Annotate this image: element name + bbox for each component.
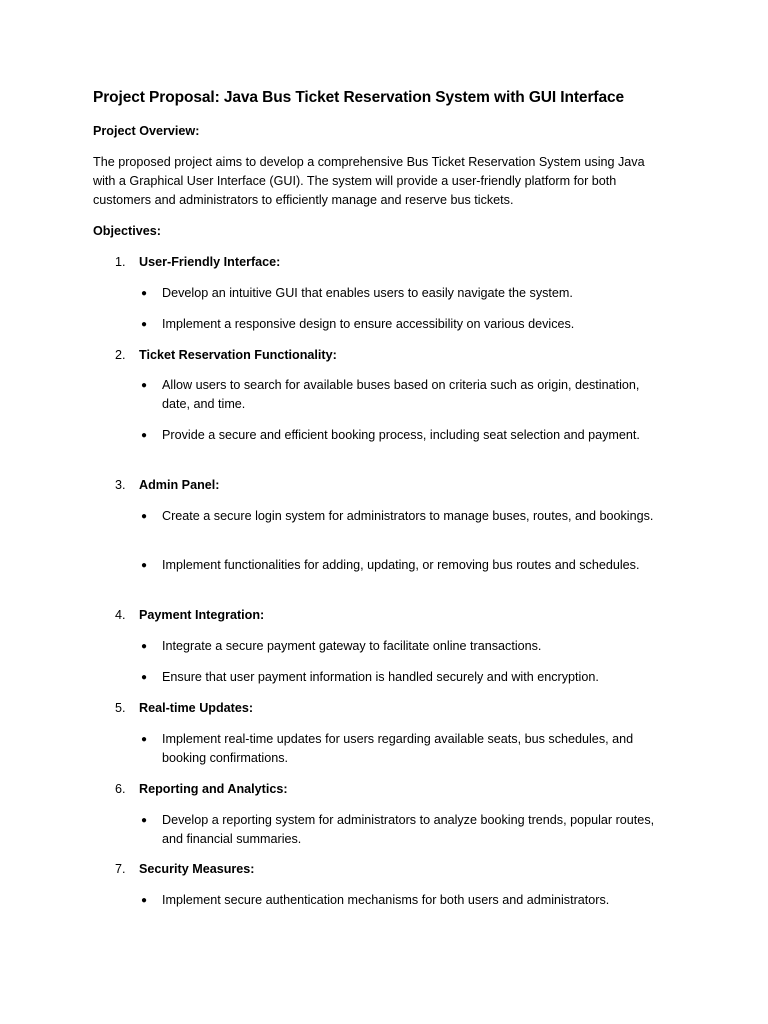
bullet-item	[141, 637, 662, 656]
objectives-heading: Objectives:	[93, 224, 161, 238]
objective-label: Admin Panel:	[139, 478, 220, 492]
bullet-item	[141, 426, 662, 445]
bullet-text: Implement real-time updates for users regarding available seats, bus schedules, and booking confirmations.	[162, 732, 634, 765]
objective-label: Ticket Reservation Functionality:	[139, 348, 337, 362]
objective-label: Real-time Updates:	[139, 701, 254, 715]
bullet-dot-icon: ●	[141, 288, 148, 299]
bullet-text: Ensure that user payment information is handled securely and with encryption.	[162, 670, 599, 684]
bullet-item	[141, 730, 662, 768]
bullet-item	[141, 668, 662, 687]
objective-item-5	[115, 701, 253, 715]
bullet-item	[141, 811, 662, 849]
objective-label: Security Measures:	[139, 862, 255, 876]
objective-item-4	[115, 608, 264, 622]
bullet-text: Develop an intuitive GUI that enables users to easily navigate the system.	[162, 286, 573, 300]
bullet-dot-icon: ●	[141, 430, 148, 441]
bullet-text: Create a secure login system for administrators to manage buses, routes, and bookings.	[162, 509, 654, 523]
bullet-dot-icon: ●	[141, 672, 148, 683]
objective-number: 6.	[115, 782, 126, 796]
bullet-dot-icon: ●	[141, 319, 148, 330]
bullet-dot-icon: ●	[141, 734, 148, 745]
objective-label: Reporting and Analytics:	[139, 782, 288, 796]
document-title: Project Proposal: Java Bus Ticket Reservation System with GUI Interface	[93, 89, 625, 106]
overview-heading: Project Overview:	[93, 124, 200, 138]
objective-label: Payment Integration:	[139, 608, 265, 622]
objective-item-1	[115, 255, 280, 269]
bullet-text: Integrate a secure payment gateway to facilitate online transactions.	[162, 639, 542, 653]
bullet-item	[141, 556, 662, 575]
bullet-dot-icon: ●	[141, 641, 148, 652]
bullet-dot-icon: ●	[141, 380, 148, 391]
bullet-item	[141, 315, 662, 334]
bullet-text: Provide a secure and efficient booking process, including seat selection and payment.	[162, 428, 640, 442]
bullet-dot-icon: ●	[141, 511, 148, 522]
bullet-item	[141, 507, 662, 526]
bullet-text: Develop a reporting system for administrators to analyze booking trends, popular routes, and financial summaries.	[162, 813, 655, 846]
objective-number: 1.	[115, 255, 126, 269]
objective-number: 7.	[115, 862, 126, 876]
bullet-text: Implement a responsive design to ensure accessibility on various devices.	[162, 317, 575, 331]
objective-item-3	[115, 478, 219, 492]
bullet-dot-icon: ●	[141, 815, 148, 826]
bullet-text: Implement functionalities for adding, updating, or removing bus routes and schedules.	[162, 558, 640, 572]
overview-paragraph: The proposed project aims to develop a comprehensive Bus Ticket Reservation System using Java with a Graphical User Interface (GUI). The system will provide a user-friendly platform for both customers and administrators to efficiently manage and reserve bus tickets.	[93, 155, 645, 207]
objective-number: 4.	[115, 608, 126, 622]
objective-item-7	[115, 862, 255, 876]
objective-number: 3.	[115, 478, 126, 492]
bullet-item	[141, 284, 662, 303]
objective-number: 5.	[115, 701, 126, 715]
objective-item-6	[115, 782, 288, 796]
objective-item-2	[115, 348, 337, 362]
bullet-text: Implement secure authentication mechanisms for both users and administrators.	[162, 893, 610, 907]
bullet-text: Allow users to search for available buses based on criteria such as origin, destination, date, and time.	[162, 378, 640, 411]
objective-label: User-Friendly Interface:	[139, 255, 281, 269]
bullet-item	[141, 376, 662, 414]
bullet-item	[141, 891, 662, 910]
bullet-dot-icon: ●	[141, 895, 148, 906]
bullet-dot-icon: ●	[141, 560, 148, 571]
objective-number: 2.	[115, 348, 126, 362]
